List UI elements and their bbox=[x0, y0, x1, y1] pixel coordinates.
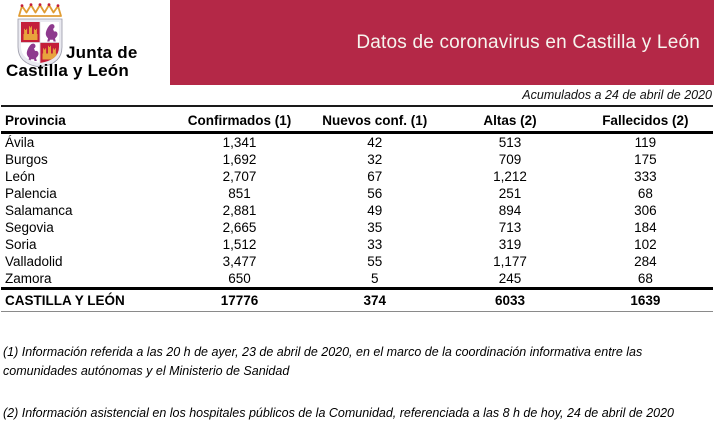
total-fallecidos-cell: 1639 bbox=[578, 289, 713, 312]
value-cell: 56 bbox=[367, 186, 383, 201]
table-row bbox=[1, 185, 713, 202]
value-cell: 2,665 bbox=[222, 220, 257, 235]
province-name-cell: Soria bbox=[5, 237, 37, 252]
table-body bbox=[1, 133, 713, 289]
value-cell: 251 bbox=[498, 186, 522, 201]
table-row bbox=[1, 151, 713, 168]
value-cell: 184 bbox=[634, 220, 657, 235]
value-cell: 2,881 bbox=[222, 203, 257, 218]
value-cell: 55 bbox=[367, 254, 383, 269]
province-name-cell: León bbox=[5, 169, 36, 184]
covid-data-table bbox=[1, 105, 713, 312]
value-cell: 35 bbox=[367, 220, 383, 235]
logo-text-line2: Castilla y León bbox=[6, 61, 129, 80]
table-row bbox=[1, 168, 713, 185]
province-name-cell: Palencia bbox=[5, 186, 57, 201]
column-header-fallecidos: Fallecidos (2) bbox=[578, 106, 713, 133]
footnote-1: (1) Información referida a las 20 h de ayer, 23 de abril de 2020, en el marco de la coordinación informativa entre las comunidades autónomas y el Ministerio de Sanidad bbox=[3, 345, 643, 378]
column-header-nuevos: Nuevos conf. (1) bbox=[307, 106, 442, 133]
total-label: CASTILLA Y LEÓN bbox=[1, 289, 172, 312]
value-cell: 1,512 bbox=[222, 237, 257, 252]
value-cell: 42 bbox=[367, 135, 383, 150]
value-cell: 1,177 bbox=[493, 254, 527, 269]
table-row bbox=[1, 219, 713, 236]
province-name-cell: Ávila bbox=[5, 135, 35, 150]
value-cell: 709 bbox=[498, 152, 522, 167]
total-row bbox=[1, 289, 713, 312]
value-cell: 49 bbox=[367, 203, 383, 218]
province-name-cell: Segovia bbox=[5, 220, 54, 235]
value-cell: 713 bbox=[498, 220, 522, 235]
value-cell: 284 bbox=[634, 254, 657, 269]
value-cell: 851 bbox=[228, 186, 251, 201]
value-cell: 3,477 bbox=[222, 254, 257, 269]
value-cell: 1,212 bbox=[493, 169, 527, 184]
province-name-cell: Valladolid bbox=[5, 254, 63, 269]
value-cell: 319 bbox=[498, 237, 522, 252]
column-header-confirmados: Confirmados (1) bbox=[172, 106, 307, 133]
table-row bbox=[1, 202, 713, 219]
value-cell: 513 bbox=[498, 135, 522, 150]
total-altas-cell: 6033 bbox=[442, 289, 577, 312]
value-cell: 68 bbox=[637, 186, 653, 201]
table-row bbox=[1, 253, 713, 270]
value-cell: 119 bbox=[634, 135, 657, 150]
value-cell: 175 bbox=[634, 152, 657, 167]
value-cell: 245 bbox=[498, 271, 522, 286]
province-name-cell: Zamora bbox=[5, 271, 52, 286]
value-cell: 650 bbox=[228, 271, 251, 286]
table-row bbox=[1, 270, 713, 289]
accumulated-date-label: Acumulados a 24 de abril de 2020 bbox=[522, 88, 712, 102]
total-nuevos-cell: 374 bbox=[307, 289, 442, 312]
table-row bbox=[1, 236, 713, 253]
value-cell: 32 bbox=[367, 152, 383, 167]
table-row bbox=[1, 133, 713, 152]
value-cell: 894 bbox=[498, 203, 522, 218]
value-cell: 33 bbox=[367, 237, 383, 252]
value-cell: 1,692 bbox=[222, 152, 257, 167]
footnote-2: (2) Información asistencial en los hospitales públicos de la Comunidad, referenciada a las 8 h de hoy, 24 de abril de 2020 bbox=[3, 406, 675, 420]
value-cell: 67 bbox=[367, 169, 383, 184]
junta-logo bbox=[6, 2, 171, 84]
total-confirmados-cell: 17776 bbox=[172, 289, 307, 312]
title-banner bbox=[170, 0, 714, 85]
table-header-row bbox=[1, 106, 713, 133]
value-cell: 1,341 bbox=[222, 135, 257, 150]
value-cell: 306 bbox=[634, 203, 657, 218]
header bbox=[0, 0, 714, 85]
value-cell: 102 bbox=[634, 237, 657, 252]
province-name-cell: Burgos bbox=[5, 152, 48, 167]
value-cell: 68 bbox=[637, 271, 653, 286]
page-title: Datos de coronavirus en Castilla y León bbox=[356, 31, 700, 53]
footnotes bbox=[0, 343, 714, 423]
value-cell: 5 bbox=[371, 271, 379, 286]
column-header-altas: Altas (2) bbox=[442, 106, 577, 133]
column-header-provincia: Provincia bbox=[1, 106, 172, 133]
logo-text-line1: Junta de bbox=[66, 43, 138, 62]
coat-of-arms-icon bbox=[14, 3, 66, 67]
value-cell: 2,707 bbox=[222, 169, 257, 184]
value-cell: 333 bbox=[634, 169, 657, 184]
province-name-cell: Salamanca bbox=[5, 203, 73, 218]
